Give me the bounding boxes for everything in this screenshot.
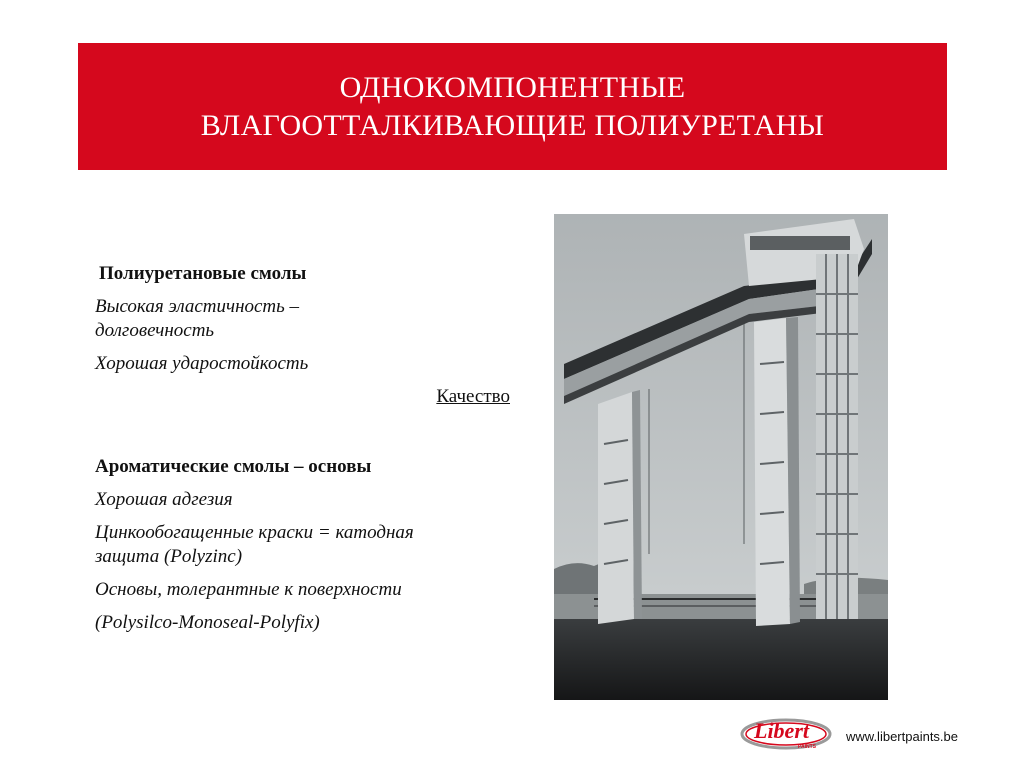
title-line-2: ВЛАГООТТАЛКИВАЮЩИЕ ПОЛИУРЕТАНЫ	[200, 108, 825, 142]
website-url[interactable]: www.libertpaints.be	[846, 729, 958, 744]
quality-label: Качество	[436, 386, 510, 407]
libert-paints-logo	[740, 712, 856, 754]
logo-subtext: PAINTS	[798, 744, 816, 750]
content-text-block	[95, 262, 515, 644]
section-heading-polyurethane: Полиуретановые смолы	[99, 263, 307, 284]
bullet-product-names: (Polysilco-Monoseal-Polyfix)	[95, 612, 320, 633]
bullet-impact-resistance: Хорошая ударостойкость	[95, 353, 309, 374]
section-heading-aromatic: Ароматические смолы – основы	[95, 456, 372, 477]
bullet-adhesion: Хорошая адгезия	[95, 489, 233, 510]
logo-wordmark: Libert	[754, 718, 809, 743]
bullet-zinc-rich: Цинкообогащенные краски = катодная защита (Polyzinc)	[95, 522, 414, 567]
title-banner	[78, 43, 947, 170]
bullet-surface-tolerant: Основы, толерантные к поверхности	[95, 579, 402, 600]
bullet-elasticity: Высокая эластичность – долговечность	[95, 296, 300, 341]
lock-gate-tower-photo	[554, 214, 888, 700]
title-line-1: ОДНОКОМПОНЕНТНЫЕ	[339, 70, 686, 104]
